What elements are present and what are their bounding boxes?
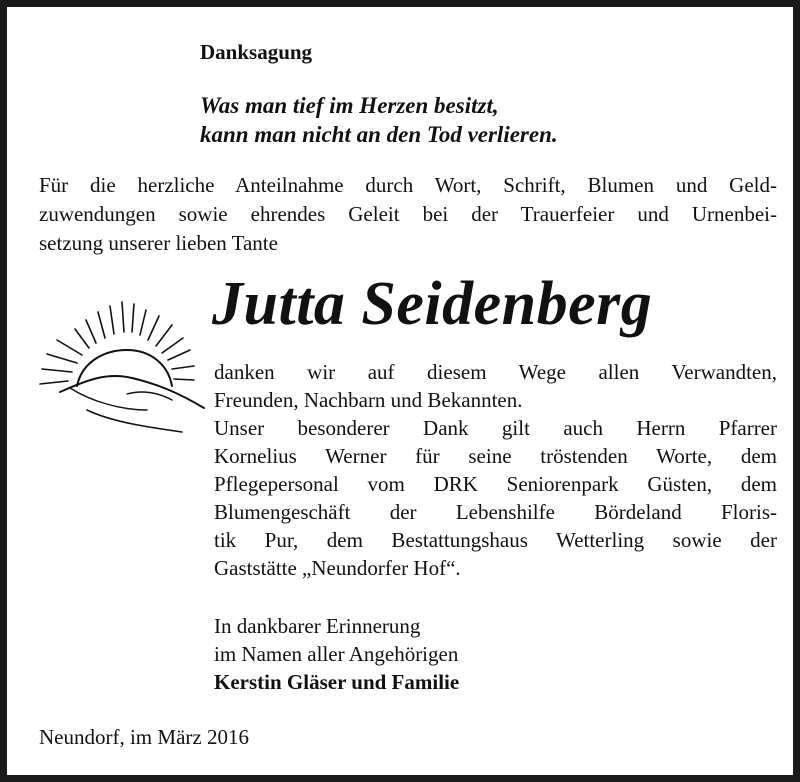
thanks-paragraph [214, 358, 777, 582]
thanks-line: Kornelius Werner für seine tröstenden Worte, dem [214, 444, 777, 468]
signature: Kerstin Gläser und Familie [214, 670, 460, 694]
thanks-line: Blumengeschäft der Lebenshilfe Bördeland Floris- [214, 500, 777, 524]
deceased-name: Jutta Seidenberg [212, 270, 653, 338]
intro-line: Für die herzliche Anteilnahme durch Wort, Schrift, Blumen und Geld- [39, 173, 777, 197]
closing-line: In dankbarer Erinnerung [214, 614, 421, 638]
place-date: Neundorf, im März 2016 [39, 725, 249, 749]
intro-paragraph [39, 171, 777, 258]
closing-block [214, 612, 459, 696]
motto-quote [200, 91, 558, 149]
thanks-line: Pflegepersonal vom DRK Seniorenpark Güsten, dem [214, 472, 777, 496]
notice-heading: Danksagung [200, 40, 313, 64]
thanks-line: Gaststätte „Neundorfer Hof“. [214, 556, 461, 580]
motto-line: kann man nicht an den Tod verlieren. [200, 122, 558, 147]
thanks-line: tik Pur, dem Bestattungshaus Wetterling sowie der [214, 528, 777, 552]
closing-line: im Namen aller Angehörigen [214, 642, 459, 666]
intro-line: setzung unserer lieben Tante [39, 231, 278, 255]
thanks-line: Unser besonderer Dank gilt auch Herrn Pfarrer [214, 416, 777, 440]
thanks-line: danken wir auf diesem Wege allen Verwandten, [214, 360, 777, 384]
intro-line: zuwendungen sowie ehrendes Geleit bei der Trauerfeier und Urnenbei- [39, 202, 777, 226]
motto-line: Was man tief im Herzen besitzt, [200, 93, 499, 118]
thanks-line: Freunden, Nachbarn und Bekannten. [214, 388, 523, 412]
sunset-hills-icon [32, 292, 212, 437]
